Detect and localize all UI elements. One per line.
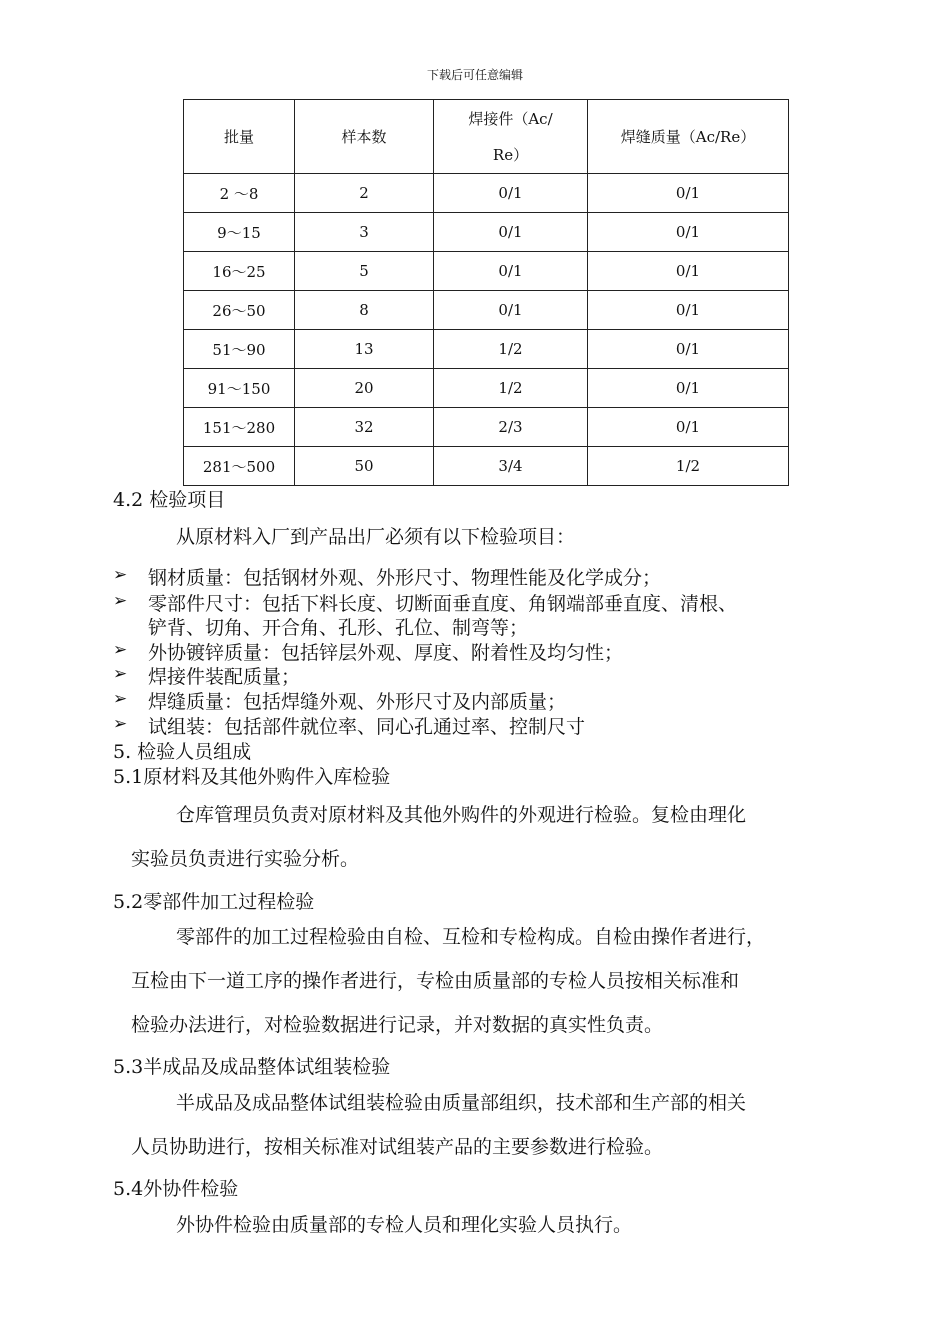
section-5-2-paragraph-line: 互检由下一道工序的操作者进行，专检由质量部的专检人员按相关标准和 <box>131 970 740 992</box>
header-sample-size: 样本数 <box>295 100 434 174</box>
cell-sample: 50 <box>295 447 434 486</box>
list-item: 零部件尺寸：包括下料长度、切断面垂直度、角钢端部垂直度、清根、 <box>148 593 738 615</box>
list-item: 焊接件装配质量； <box>148 666 301 688</box>
section-5-3-paragraph-line: 人员协助进行，按相关标准对试组装产品的主要参数进行检验。 <box>131 1136 664 1158</box>
bullet-arrow-icon: ➢ <box>113 714 128 734</box>
cell-sample: 32 <box>295 408 434 447</box>
cell-weld-part: 0/1 <box>434 174 588 213</box>
cell-sample: 5 <box>295 252 434 291</box>
cell-weld-part: 2/3 <box>434 408 588 447</box>
header-batch: 批量 <box>184 100 295 174</box>
cell-batch: 91～150 <box>184 369 295 408</box>
bullet-arrow-icon: ➢ <box>113 689 128 709</box>
list-item: 外协镀锌质量：包括锌层外观、厚度、附着性及均匀性； <box>148 642 624 664</box>
bullet-arrow-icon: ➢ <box>113 664 128 684</box>
section-5-title: 5. 检验人员组成 <box>113 741 252 763</box>
list-item: 焊缝质量：包括焊缝外观、外形尺寸及内部质量； <box>148 691 567 713</box>
cell-batch: 16～25 <box>184 252 295 291</box>
bullet-arrow-icon: ➢ <box>113 640 128 660</box>
header-weld-part-line1: 焊接件（Ac/ <box>468 109 553 128</box>
cell-weld-part: 0/1 <box>434 291 588 330</box>
table-row <box>184 291 789 330</box>
section-5-4-paragraph-line: 外协件检验由质量部的专检人员和理化实验人员执行。 <box>176 1214 633 1236</box>
cell-batch: 281～500 <box>184 447 295 486</box>
table-row <box>184 213 789 252</box>
table-row <box>184 369 789 408</box>
table-row <box>184 252 789 291</box>
cell-weld-part: 1/2 <box>434 330 588 369</box>
cell-weld-quality: 0/1 <box>588 408 789 447</box>
cell-weld-part: 0/1 <box>434 252 588 291</box>
header-weld-part-line2: Re） <box>492 145 529 164</box>
cell-weld-part: 1/2 <box>434 369 588 408</box>
cell-sample: 20 <box>295 369 434 408</box>
cell-batch: 9～15 <box>184 213 295 252</box>
section-5-3-title: 5.3半成品及成品整体试组装检验 <box>113 1056 391 1078</box>
cell-sample: 3 <box>295 213 434 252</box>
table-row <box>184 408 789 447</box>
bullet-arrow-icon: ➢ <box>113 565 128 585</box>
list-item: 钢材质量：包括钢材外观、外形尺寸、物理性能及化学成分； <box>148 567 662 589</box>
section-5-2-paragraph-line: 检验办法进行，对检验数据进行记录，并对数据的真实性负责。 <box>131 1014 664 1036</box>
section-5-3-paragraph-line: 半成品及成品整体试组装检验由质量部组织，技术部和生产部的相关 <box>176 1092 747 1114</box>
section-4-2-intro: 从原材料入厂到产品出厂必须有以下检验项目： <box>176 526 576 548</box>
cell-sample: 13 <box>295 330 434 369</box>
section-5-1-title: 5.1原材料及其他外购件入库检验 <box>113 766 391 788</box>
list-item-continued: 铲背、切角、开合角、孔形、孔位、制弯等； <box>148 617 529 639</box>
section-5-2-paragraph-line: 零部件的加工过程检验由自检、互检和专检构成。自检由操作者进行， <box>176 926 766 948</box>
table-header-row <box>184 100 789 174</box>
header-weld-part <box>434 100 588 174</box>
sampling-table <box>183 99 789 486</box>
cell-sample: 8 <box>295 291 434 330</box>
cell-weld-quality: 0/1 <box>588 213 789 252</box>
section-5-1-paragraph-line: 仓库管理员负责对原材料及其他外购件的外观进行检验。复检由理化 <box>176 804 747 826</box>
cell-batch: 26～50 <box>184 291 295 330</box>
table-row <box>184 330 789 369</box>
cell-weld-part: 0/1 <box>434 213 588 252</box>
cell-weld-part: 3/4 <box>434 447 588 486</box>
table-row <box>184 174 789 213</box>
cell-weld-quality: 0/1 <box>588 252 789 291</box>
section-5-2-title: 5.2零部件加工过程检验 <box>113 891 315 913</box>
list-item: 试组装：包括部件就位率、同心孔通过率、控制尺寸 <box>148 716 586 738</box>
cell-weld-quality: 0/1 <box>588 174 789 213</box>
section-5-1-paragraph-line: 实验员负责进行实验分析。 <box>131 848 360 870</box>
section-4-2-title: 4.2 检验项目 <box>113 489 226 511</box>
header-weld-quality: 焊缝质量（Ac/Re） <box>588 100 789 174</box>
page-header: 下载后可任意编辑 <box>426 68 523 82</box>
section-5-4-title: 5.4外协件检验 <box>113 1178 239 1200</box>
cell-batch: 151～280 <box>184 408 295 447</box>
table-row <box>184 447 789 486</box>
cell-weld-quality: 0/1 <box>588 330 789 369</box>
cell-batch: 2 ～8 <box>184 174 295 213</box>
cell-sample: 2 <box>295 174 434 213</box>
cell-weld-quality: 0/1 <box>588 291 789 330</box>
cell-weld-quality: 0/1 <box>588 369 789 408</box>
bullet-arrow-icon: ➢ <box>113 591 128 611</box>
cell-batch: 51～90 <box>184 330 295 369</box>
cell-weld-quality: 1/2 <box>588 447 789 486</box>
